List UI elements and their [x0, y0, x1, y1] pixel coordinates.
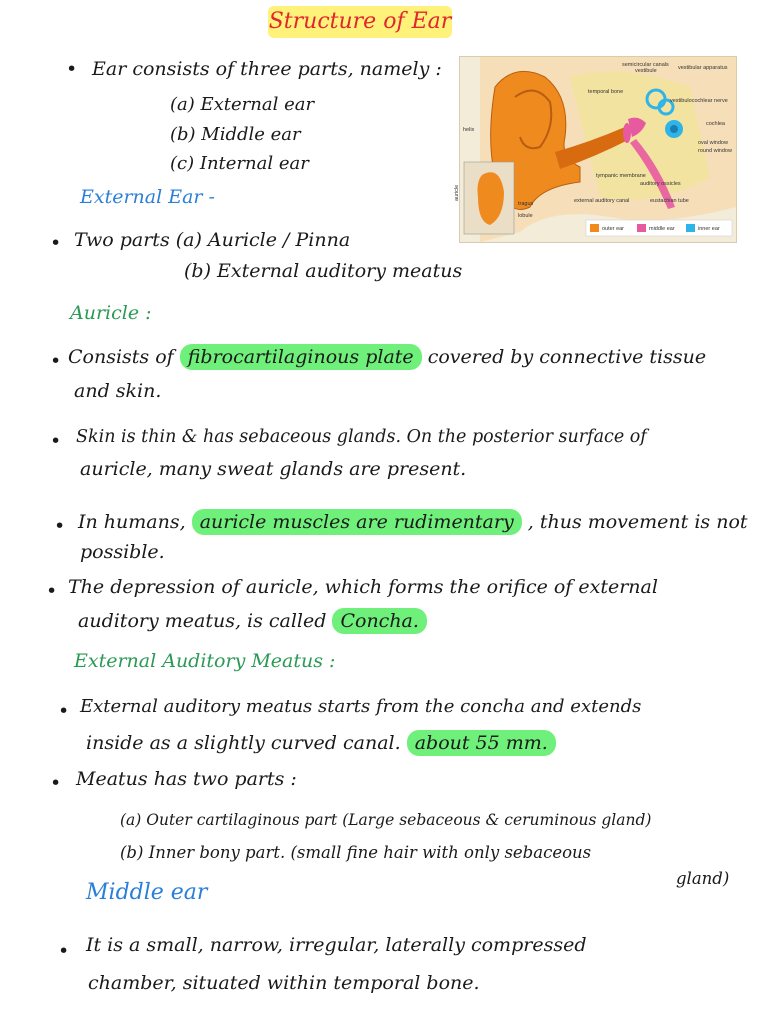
eam-p1-line2	[86, 726, 556, 760]
bullet-dot: •	[58, 700, 70, 722]
intro-line: Ear consists of three parts, namely :	[92, 58, 442, 80]
label-oval-window: oval window	[698, 140, 728, 146]
eam-p2-b: (b) Inner bony part. (small fine hair with only sebaceous	[120, 843, 592, 862]
middle-p1-line1: It is a small, narrow, irregular, laterally compressed	[86, 934, 587, 956]
eam-p1-pre: inside as a slightly curved canal.	[86, 732, 401, 754]
eam-p1-line1: External auditory meatus starts from the concha and extends	[80, 696, 642, 717]
auricle-p1-line2: and skin.	[74, 380, 162, 402]
eam-p2-a: (a) Outer cartilaginous part (Large sebaceous & ceruminous gland)	[120, 811, 652, 829]
legend-middle: middle ear	[649, 226, 675, 232]
external-two-parts-a: Two parts (a) Auricle / Pinna	[74, 229, 351, 251]
legend-swatch-inner	[686, 224, 695, 232]
auricle-p4-line2	[78, 604, 427, 638]
bullet-dot: •	[50, 232, 62, 254]
label-vestibule: vestibule	[635, 68, 657, 74]
intro-part-a: (a) External ear	[170, 94, 315, 115]
auricle-p1-line1	[68, 340, 706, 374]
legend-swatch-middle	[637, 224, 646, 232]
label-tympanic: tympanic membrane	[596, 173, 646, 179]
label-semicircular: semicircular canals	[622, 62, 669, 68]
legend-swatch-outer	[590, 224, 599, 232]
eam-p2-line1: Meatus has two parts :	[76, 768, 297, 790]
eam-heading: External Auditory Meatus :	[74, 650, 336, 672]
label-round-window: round window	[698, 148, 732, 154]
label-vestibulocochlear: vestibulocochlear nerve	[670, 98, 728, 104]
label-tragus: tragus	[518, 201, 534, 207]
auricle-p4-pre: auditory meatus, is called	[78, 610, 327, 632]
auricle-p2-line1: Skin is thin & has sebaceous glands. On the posterior surface of	[76, 427, 647, 447]
label-helix: helix	[463, 127, 475, 133]
bullet-dot: •	[58, 940, 70, 962]
ear-diagram	[454, 56, 737, 243]
middle-ear-heading: Middle ear	[86, 880, 208, 905]
intro-part-c: (c) Internal ear	[170, 153, 309, 174]
middle-p1-line2: chamber, situated within temporal bone.	[88, 972, 480, 994]
auricle-heading: Auricle :	[70, 302, 152, 324]
auricle-p1-pre: Consists of	[68, 346, 174, 368]
label-vestibular-apparatus: vestibular apparatus	[678, 65, 728, 71]
bullet-dot: •	[50, 350, 62, 372]
label-auricle: auricle	[454, 184, 460, 201]
bullet-dot: •	[46, 580, 58, 602]
auricle-p3-post: , thus movement is not	[527, 511, 748, 533]
auricle-p3-pre: In humans,	[78, 511, 186, 533]
eam-p2-b2: gland)	[676, 869, 730, 888]
bullet-dot: •	[50, 430, 62, 452]
bullet-dot: •	[54, 515, 66, 537]
highlight-fibrocartilaginous: fibrocartilaginous plate	[180, 344, 422, 370]
label-ossicles: auditory ossicles	[640, 181, 681, 187]
highlight-55mm: about 55 mm.	[407, 730, 556, 756]
auricle-p4-line1: The depression of auricle, which forms the orifice of external	[68, 576, 658, 598]
auricle-p3-line2: possible.	[80, 541, 165, 563]
ear-illustration	[454, 57, 736, 242]
highlight-rudimentary: auricle muscles are rudimentary	[192, 509, 522, 535]
bullet-dot: •	[50, 772, 62, 794]
auricle-p1-post: covered by connective tissue	[427, 346, 707, 368]
legend-inner: inner ear	[698, 226, 720, 232]
label-eac: external auditory canal	[574, 198, 630, 204]
auricle-p2-line2: auricle, many sweat glands are present.	[80, 458, 467, 480]
label-eustachian: eustachian tube	[650, 198, 689, 204]
label-cochlea: cochlea	[706, 121, 725, 127]
auricle-p3-line1	[78, 505, 748, 539]
label-lobule: lobule	[518, 213, 533, 219]
intro-part-b: (b) Middle ear	[170, 124, 301, 145]
highlight-concha: Concha.	[332, 608, 426, 634]
legend-outer: outer ear	[602, 226, 625, 232]
bullet-dot: •	[66, 58, 78, 80]
external-two-parts-b: (b) External auditory meatus	[184, 260, 463, 282]
external-ear-heading: External Ear -	[80, 186, 215, 208]
page-title: Structure of Ear	[268, 6, 452, 38]
label-temporal-bone: temporal bone	[588, 89, 624, 95]
